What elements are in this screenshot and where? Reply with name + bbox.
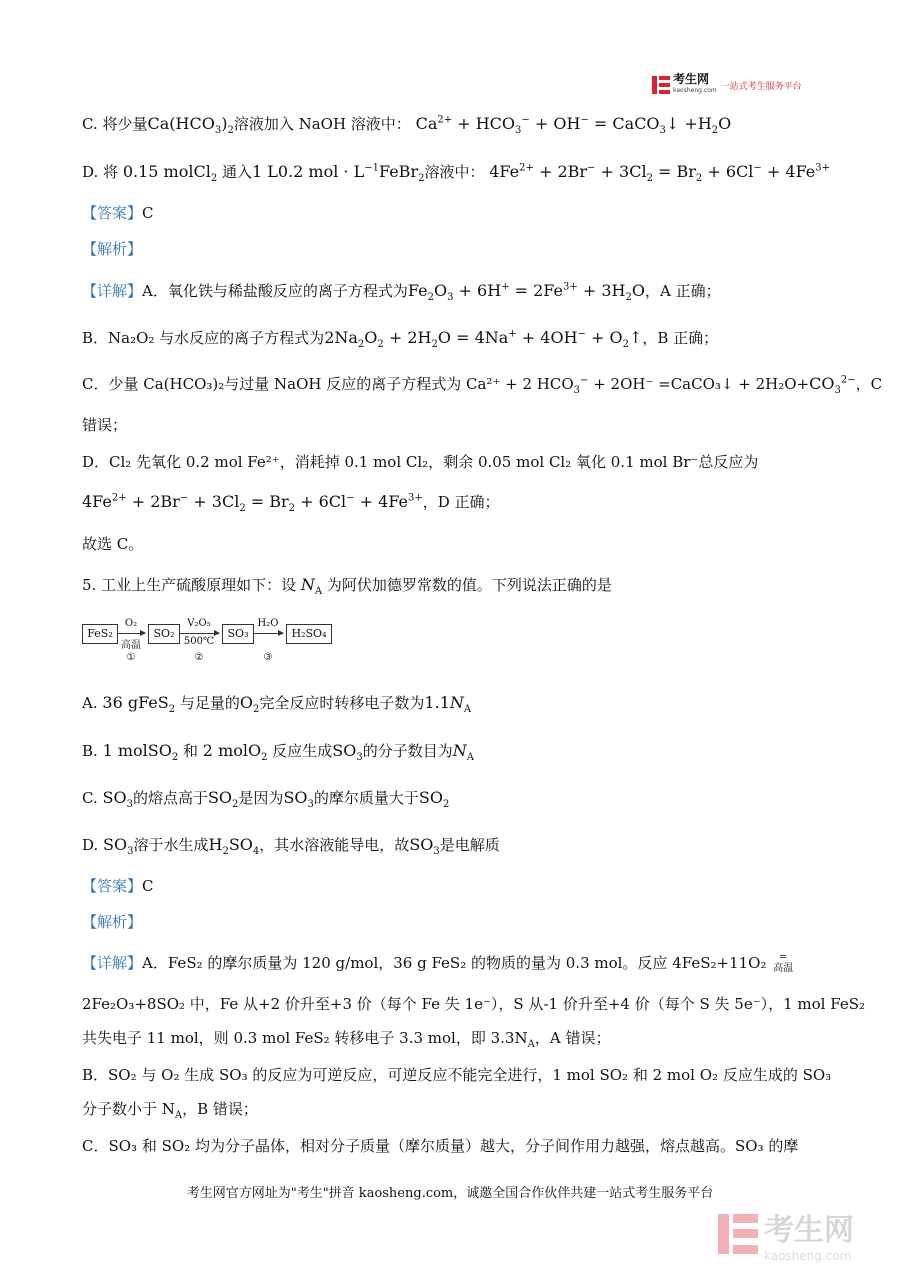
header-logo: [652, 74, 802, 96]
logo-brand: 考生网 kaosheng.com: [673, 73, 717, 97]
logo-domain: kaosheng.com: [673, 87, 717, 94]
q5-option-c: C. $SO_3$的熔点高于$SO_2$是因为$SO_3$的摩尔质量大于$SO_2$: [82, 788, 450, 811]
logo-mark-icon: [652, 76, 670, 94]
q5-stem: 5. 工业上生产硫酸原理如下：设 $N_A$ 为阿伏加德罗常数的值。下列说法正确的是: [82, 575, 612, 597]
q5-answer: 【答案】C: [82, 877, 154, 895]
watermark-domain: kaosheng.com: [764, 1249, 852, 1263]
q5-explain-b-cont: 分子数小于 $N_A$，B 错误；: [82, 1100, 258, 1121]
flow-step-1: ①: [126, 652, 136, 663]
q4-conclusion: 故选 C。: [82, 535, 144, 553]
q5-explain-b: B．SO₂ 与 O₂ 生成 SO₃ 的反应为可逆反应，可逆反应不能完全进行，1 mol SO₂ 和 2 mol O₂ 反应生成的 SO₃: [82, 1066, 832, 1084]
flow-box-so3: SO₃: [222, 624, 254, 644]
q5-option-a: A. 36 gFeS$_2$ 与足量的$O_2$完全反应时转移电子数为$1.1N_A$: [82, 693, 472, 716]
q4-explain-c-cont: 错误；: [82, 416, 128, 434]
flow-arrow-2: [179, 633, 219, 634]
watermark-logo-icon: [718, 1214, 758, 1254]
flow-box-h2so4: H₂SO₄: [286, 624, 332, 644]
watermark-brand: 考生网: [764, 1213, 854, 1248]
watermark: [718, 1205, 854, 1263]
flow-arrow-3: [253, 633, 283, 634]
flow-arrow-3-top: H₂O: [257, 618, 279, 629]
flow-box-fes2: FeS₂: [82, 624, 118, 644]
flow-arrow-1: [117, 633, 145, 634]
logo-slogan: 一站式考生服务平台: [720, 81, 802, 92]
q4-explain-d-eq: $4Fe^{2+} + 2Br^- + 3Cl_2 = Br_2 + 6Cl^- + 4Fe^{3+}$，D 正确；: [82, 492, 500, 515]
flow-arrow-2-bottom: 500℃: [183, 636, 215, 647]
q4-answer: 【答案】C: [82, 204, 154, 222]
q5-option-d: D. $SO_3$溶于水生成$H_2SO_4$，其水溶液能导电，故$SO_3$是电解质: [82, 835, 500, 858]
q4-explain-b: B．Na₂O₂ 与水反应的离子方程式为$2Na_2O_2 + 2H_2O = 4Na^+ + 4OH^-$ + $O_2↑$，B 正确；: [82, 328, 719, 351]
q5-analysis-tag: 【解析】: [82, 913, 143, 931]
q4-option-c: C. 将少量$Ca(HCO_3)_2$溶液加入 NaOH 溶液中： $Ca^{2+} + HCO_3^- + OH^-$ = CaCO$_3$↓ $+H_2O$: [82, 114, 732, 137]
q4-explain-c: C．少量 Ca(HCO₃)₂与过量 NaOH 反应的离子方程式为 Ca²⁺ + 2 $HCO_3^- + 2OH^-$ =CaCO₃↓ + $2H_2O+CO_3^{2-}$，C: [82, 374, 883, 397]
flow-step-3: ③: [263, 652, 273, 663]
q5-explain-a: 【详解】A．FeS₂ 的摩尔质量为 120 g/mol，36 g FeS₂ 的物质的量为 0.3 mol。反应 4FeS₂+11O₂ = 高温: [82, 952, 794, 974]
q5-explain-a-cont: 2Fe₂O₃+8SO₂ 中，Fe 从+2 价升至+3 价（每个 Fe 失 1e⁻），S 从-1 价升至+4 价（每个 S 失 5e⁻），1 mol FeS₂: [82, 995, 866, 1013]
flow-arrow-2-top: V₂O₅: [187, 618, 211, 629]
answer-tag: 【答案】: [82, 204, 143, 222]
page-footer: 考生网官方网址为"考生"拼音 kaosheng.com，诚邀全国合作伙伴共建一站式考生服务平台: [186, 1186, 714, 1201]
q4-explain-d: D．Cl₂ 先氧化 0.2 mol Fe²⁺，消耗掉 0.1 mol Cl₂，剩余 0.05 mol Cl₂ 氧化 0.1 mol Br⁻总反应为: [82, 453, 759, 471]
q4-option-d: D. 将 0.15 molCl$_2$ 通入1 L0.2 mol · $L^{-1}FeBr_2$溶液中： $4Fe^{2+} + 2Br^- + 3Cl_2 = Br_2 + 6Cl^- + 4Fe^{3+}$: [82, 162, 831, 185]
q5-explain-c: C．SO₃ 和 SO₂ 均为分子晶体，相对分子质量（摩尔质量）越大，分子间作用力越强，熔点越高。SO₃ 的摩: [82, 1137, 799, 1155]
q4-explain-a: 【详解】A．氧化铁与稀盐酸反应的离子方程式为$Fe_2O_3 + 6H^+ = 2Fe^{3+} + 3H_2O$，A 正确；: [82, 281, 721, 304]
flow-arrow-1-bottom: 高温: [121, 640, 141, 651]
flow-step-2: ②: [194, 652, 204, 663]
q4-analysis-tag: 【解析】: [82, 240, 143, 258]
flow-arrow-1-top: O₂: [124, 618, 138, 629]
q5-option-b: B. 1 molSO$_2$ 和 2 molO$_2$ 反应生成$SO_3$的分子数目为$N_A$: [82, 741, 474, 764]
flow-box-so2: SO₂: [148, 624, 180, 644]
q5-explain-a-cont2: 共失电子 11 mol，则 0.3 mol FeS₂ 转移电子 3.3 mol，即 $3.3N_A$，A 错误；: [82, 1029, 611, 1050]
